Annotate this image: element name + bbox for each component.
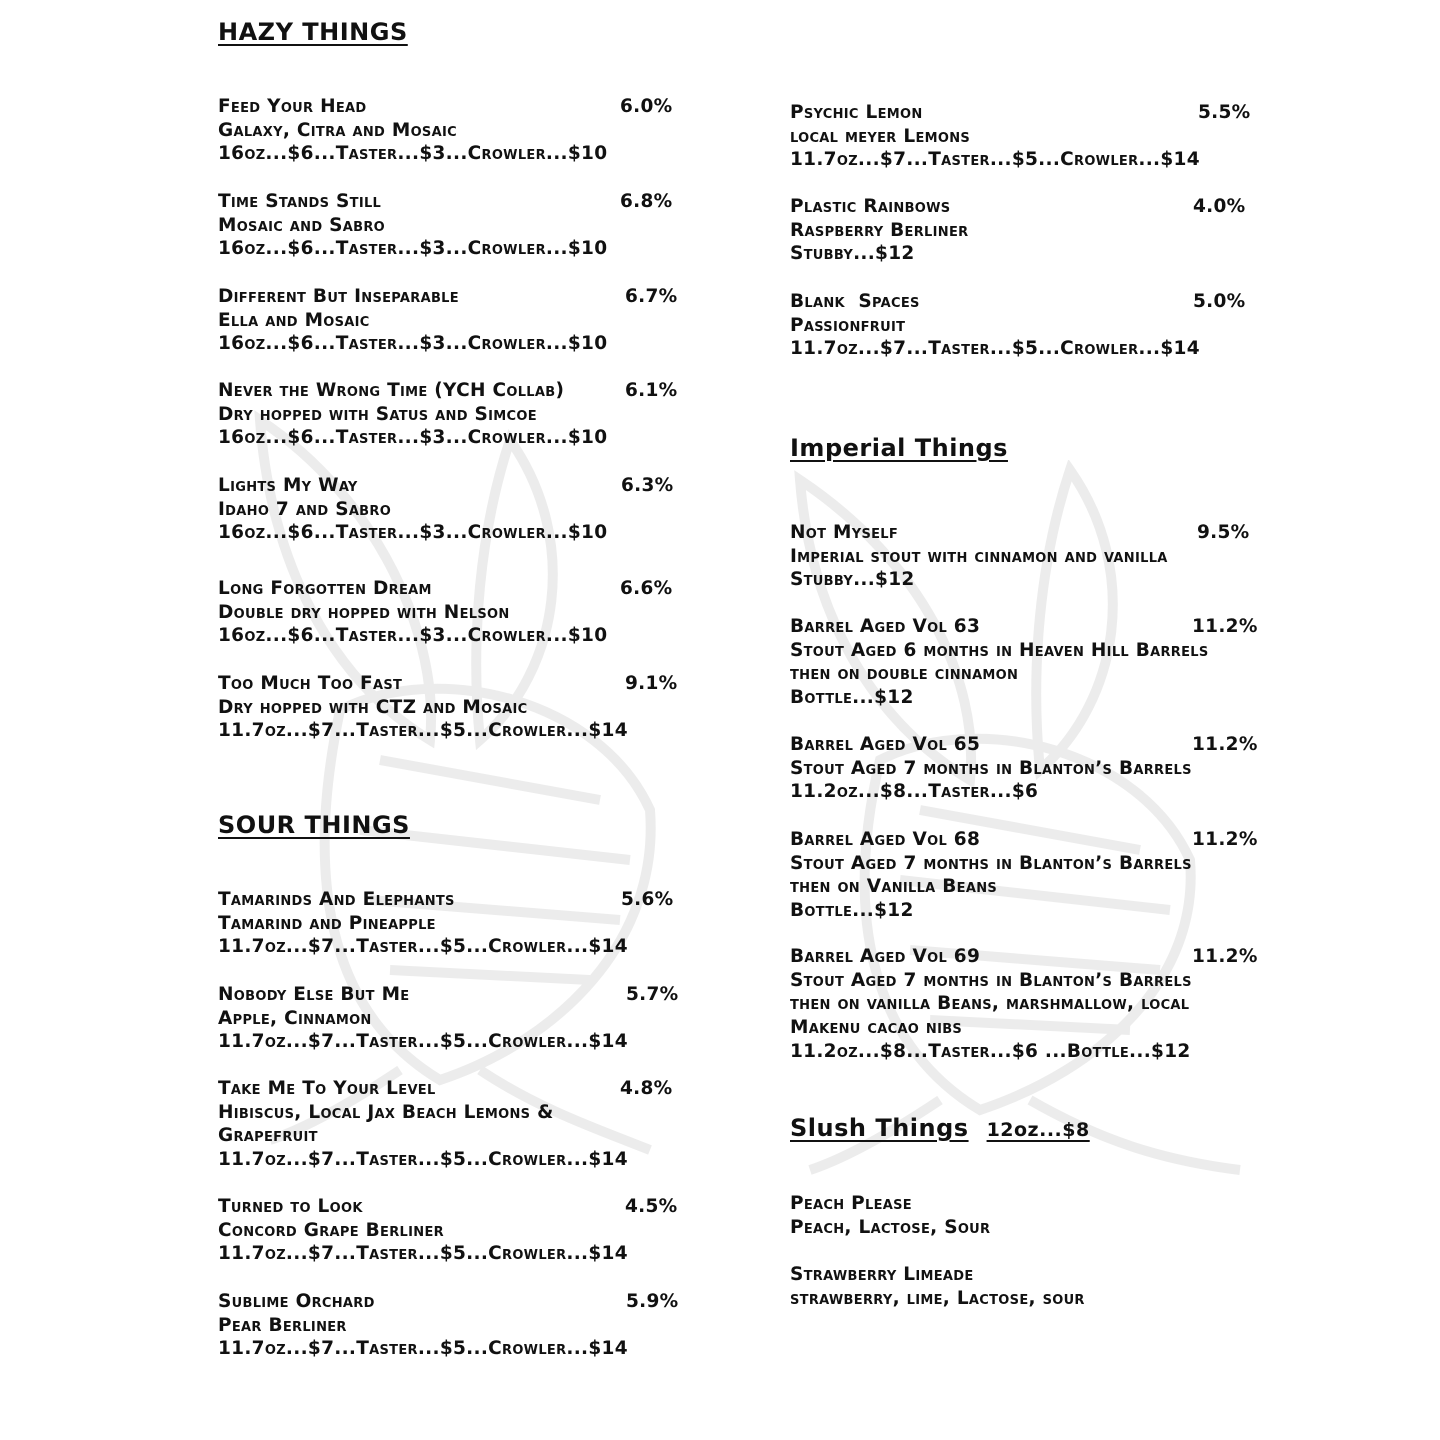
- beer-abv: 11.2%: [1192, 946, 1258, 967]
- menu-item: [790, 521, 1260, 592]
- beer-description: Dry hopped with Satus and Simcoe: [218, 403, 537, 425]
- beer-name: Not Myself: [790, 522, 899, 543]
- section-title-hazy: HAZY THINGS: [218, 18, 408, 46]
- beer-price: 16oz...$6...Taster...$3...Crowler...$10: [218, 143, 608, 165]
- beer-name: Sublime Orchard: [218, 1291, 375, 1312]
- beer-description: Stout Aged 7 months in Blanton’s Barrels: [790, 757, 1192, 779]
- beer-name: Psychic Lemon: [790, 102, 923, 123]
- menu-item: [218, 888, 688, 959]
- beer-abv: 9.1%: [625, 673, 678, 694]
- beer-price: Stubby...$12: [790, 569, 915, 591]
- beer-name: Peach Please: [790, 1193, 912, 1214]
- beer-abv: 6.7%: [625, 286, 678, 307]
- beer-price: Stubby...$12: [790, 243, 915, 265]
- beer-abv: 5.5%: [1198, 102, 1251, 123]
- beer-abv: 6.6%: [620, 578, 673, 599]
- beer-price: 11.7oz...$7...Taster...$5...Crowler...$14: [790, 338, 1200, 360]
- beer-abv: 5.9%: [626, 1291, 679, 1312]
- beer-price: 11.2oz...$8...Taster...$6: [790, 781, 1039, 803]
- menu-item: [218, 1077, 688, 1172]
- beer-description: Makenu cacao nibs: [790, 1017, 963, 1039]
- beer-description: Imperial stout with cinnamon and vanilla: [790, 545, 1168, 567]
- beer-description: Stout Aged 7 months in Blanton’s Barrels: [790, 852, 1192, 874]
- beer-price: 11.7oz...$7...Taster...$5...Crowler...$14: [218, 1031, 628, 1053]
- beer-abv: 5.0%: [1193, 291, 1246, 312]
- menu-item: [218, 379, 688, 450]
- menu-item: [790, 290, 1260, 361]
- beer-description: Hibiscus, Local Jax Beach Lemons &: [218, 1101, 554, 1123]
- beer-abv: 5.7%: [626, 984, 679, 1005]
- beer-description: Raspberry Berliner: [790, 219, 969, 241]
- beer-description: Concord Grape Berliner: [218, 1219, 444, 1241]
- beer-description: Grapefruit: [218, 1125, 318, 1147]
- beer-name: Strawberry Limeade: [790, 1264, 974, 1285]
- beer-abv: 6.3%: [621, 475, 674, 496]
- beer-description: Passionfruit: [790, 314, 906, 336]
- beer-abv: 11.2%: [1192, 829, 1258, 850]
- slush-price-note: 12oz...$8: [986, 1119, 1090, 1141]
- beer-price: 16oz...$6...Taster...$3...Crowler...$10: [218, 238, 608, 260]
- beer-name: Blank Spaces: [790, 291, 920, 312]
- menu-item: [218, 474, 688, 545]
- beer-abv: 5.6%: [621, 889, 674, 910]
- beer-description: Stout Aged 7 months in Blanton’s Barrels: [790, 969, 1192, 991]
- beer-name: Barrel Aged Vol 68: [790, 829, 981, 850]
- menu-item: [790, 945, 1260, 1064]
- beer-abv: 9.5%: [1197, 522, 1250, 543]
- beer-name: Barrel Aged Vol 69: [790, 946, 981, 967]
- menu-item: [790, 1263, 1260, 1310]
- beer-description: Galaxy, Citra and Mosaic: [218, 119, 457, 141]
- beer-description: then on Vanilla Beans: [790, 876, 998, 898]
- beer-name: Never the Wrong Time (YCH Collab): [218, 380, 565, 401]
- beer-description: Ella and Mosaic: [218, 309, 370, 331]
- beer-abv: 4.0%: [1193, 196, 1246, 217]
- section-title-imperial: Imperial Things: [790, 434, 1008, 462]
- beer-abv: 4.5%: [625, 1196, 678, 1217]
- beer-abv: 6.8%: [620, 191, 673, 212]
- beer-description: Apple, Cinnamon: [218, 1007, 372, 1029]
- beer-description: Pear Berliner: [218, 1314, 347, 1336]
- beer-description: Peach, Lactose, Sour: [790, 1216, 991, 1238]
- beer-description: Tamarind and Pineapple: [218, 912, 436, 934]
- beer-name: Take Me To Your Level: [218, 1078, 436, 1099]
- beer-description: Idaho 7 and Sabro: [218, 498, 392, 520]
- beer-name: Barrel Aged Vol 65: [790, 734, 981, 755]
- beer-price: 11.7oz...$7...Taster...$5...Crowler...$14: [218, 720, 628, 742]
- beer-name: Tamarinds And Elephants: [218, 889, 455, 910]
- beer-description: then on vanilla Beans, marshmallow, local: [790, 993, 1190, 1015]
- beer-abv: 11.2%: [1192, 734, 1258, 755]
- beer-price: Bottle...$12: [790, 687, 914, 709]
- beer-price: 16oz...$6...Taster...$3...Crowler...$10: [218, 522, 608, 544]
- beer-price: 11.7oz...$7...Taster...$5...Crowler...$14: [218, 1338, 628, 1360]
- beer-name: Different But Inseparable: [218, 286, 459, 307]
- beer-name: Time Stands Still: [218, 191, 382, 212]
- beer-description: Dry hopped with CTZ and Mosaic: [218, 696, 528, 718]
- beer-description: local meyer Lemons: [790, 125, 971, 147]
- beer-name: Lights My Way: [218, 475, 358, 496]
- beer-description: then on double cinnamon: [790, 663, 1019, 685]
- menu-item: [218, 1195, 688, 1266]
- menu-item: [790, 615, 1260, 710]
- beer-name: Nobody Else But Me: [218, 984, 410, 1005]
- menu-item: [218, 1290, 688, 1361]
- menu-item: [218, 190, 688, 261]
- beer-description: Stout Aged 6 months in Heaven Hill Barrels: [790, 639, 1209, 661]
- section-title-sour: SOUR THINGS: [218, 811, 410, 839]
- menu-item: [790, 733, 1260, 804]
- beer-abv: 6.1%: [625, 380, 678, 401]
- beer-price: 16oz...$6...Taster...$3...Crowler...$10: [218, 427, 608, 449]
- beer-name: Turned to Look: [218, 1196, 363, 1217]
- menu-item: [790, 195, 1260, 266]
- menu-item: [218, 285, 688, 356]
- beer-name: Feed Your Head: [218, 96, 367, 117]
- beer-price: 16oz...$6...Taster...$3...Crowler...$10: [218, 333, 608, 355]
- beer-price: 11.2oz...$8...Taster...$6 ...Bottle...$12: [790, 1040, 1191, 1062]
- beer-price: 11.7oz...$7...Taster...$5...Crowler...$14: [218, 936, 628, 958]
- beer-price: 11.7oz...$7...Taster...$5...Crowler...$14: [790, 149, 1200, 171]
- beer-name: Too Much Too Fast: [218, 673, 403, 694]
- beer-price: 11.7oz...$7...Taster...$5...Crowler...$14: [218, 1243, 628, 1265]
- beer-name: Barrel Aged Vol 63: [790, 616, 981, 637]
- menu-item: [790, 828, 1260, 923]
- menu-item: [218, 672, 688, 743]
- menu-item: [790, 1192, 1260, 1239]
- beer-description: Double dry hopped with Nelson: [218, 601, 510, 623]
- beer-price: Bottle...$12: [790, 900, 914, 922]
- beer-abv: 6.0%: [620, 96, 673, 117]
- section-title-slush: [790, 1114, 1090, 1142]
- beer-description: strawberry, lime, Lactose, sour: [790, 1287, 1085, 1309]
- menu-item: [218, 95, 688, 166]
- menu-item: [790, 101, 1260, 172]
- beer-price: 11.7oz...$7...Taster...$5...Crowler...$14: [218, 1149, 628, 1171]
- slush-title: Slush Things: [790, 1114, 969, 1142]
- beer-name: Long Forgotten Dream: [218, 578, 432, 599]
- beer-price: 16oz...$6...Taster...$3...Crowler...$10: [218, 625, 608, 647]
- beer-name: Plastic Rainbows: [790, 196, 951, 217]
- beer-abv: 11.2%: [1192, 616, 1258, 637]
- menu-item: [218, 577, 688, 648]
- beer-description: Mosaic and Sabro: [218, 214, 386, 236]
- beer-abv: 4.8%: [620, 1078, 673, 1099]
- menu-item: [218, 983, 688, 1054]
